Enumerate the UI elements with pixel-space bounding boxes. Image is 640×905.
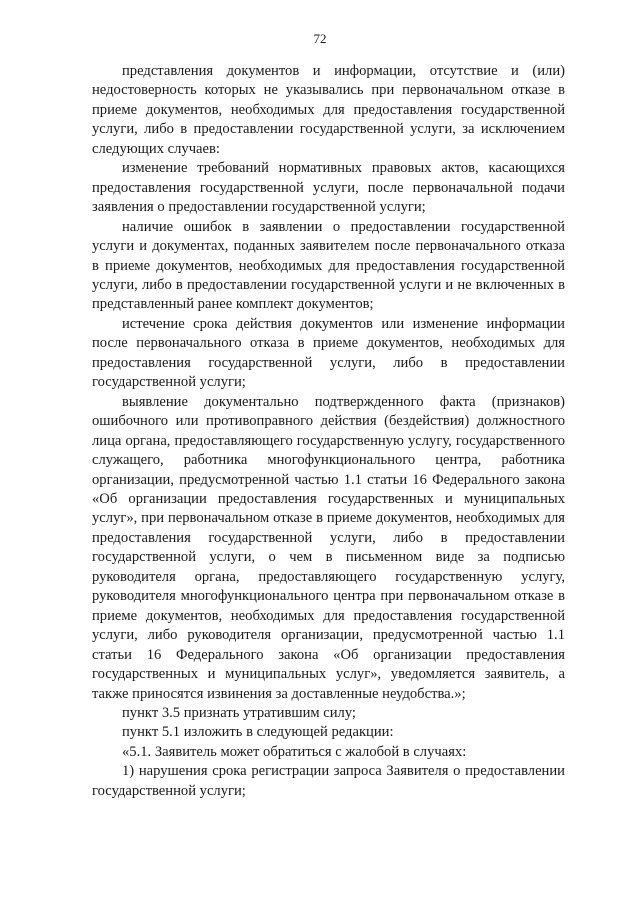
paragraph-exception-2: наличие ошибок в заявлении о предоставлении государственной услуги и документах, поданных заявителем после первоначального отказа в приеме документов, необходимых для предоставления государственной услуги, либо в предоставлении государственной услуги и не включенных в представленный ранее комплект документов; [92,218,565,313]
paragraph-exception-4: выявление документально подтвержденного факта (признаков) ошибочного или противоправного действия (бездействия) должностного лица органа, предоставляющего государственную услугу, государственного служащего, работника многофункционального центра, работника организации, предусмотренной частью 1.1 статьи 16 Федерального закона «Об организации предоставления государственных и муниципальных услуг», при первоначальном отказе в приеме документов, необходимых для предоставления государственной услуги, либо в предоставлении государственной услуги, о чем в письменном виде за подписью руководителя органа, предоставляющего государственную услугу, руководителя многофункционального центра при первоначальном отказе в приеме документов, необходимых для предоставления государственной услуги, либо руководителя организации, предусмотренной частью 1.1 статьи 16 Федерального закона «Об организации предоставления государственных и муниципальных услуг», уведомляется заявитель, а также приносятся извинения за доставленные неудобства.»; [92,393,565,702]
paragraph-clause-5-1-intro: пункт 5.1 изложить в следующей редакции: [122,724,394,741]
paragraph-exception-3: истечение срока действия документов или изменение информации после первоначального отказа в приеме документов, необходимых для предоставления государственной услуги, либо в предоставлении государственной услуги; [92,315,565,391]
paragraph-item-1: 1) нарушения срока регистрации запроса Заявителя о предоставлении государственной услуги; [92,763,565,799]
document-body [92,62,565,801]
paragraph-clause-5-1: «5.1. Заявитель может обратиться с жалобой в случаях: [122,743,467,760]
paragraph-continuation: представления документов и информации, отсутствие и (или) недостоверность которых не указывались при первоначальном отказе в приеме документов, необходимых для предоставления государственной услуги, либо в предоставлении государственной услуги, за исключением следующих случаев: [92,63,565,157]
page-number: 72 [313,31,327,46]
paragraph-exception-1: изменение требований нормативных правовых актов, касающихся предоставления государственной услуги, после первоначальной подачи заявления о предоставлении государственной услуги; [92,160,565,216]
paragraph-clause-3-5: пункт 3.5 признать утратившим силу; [122,704,356,721]
